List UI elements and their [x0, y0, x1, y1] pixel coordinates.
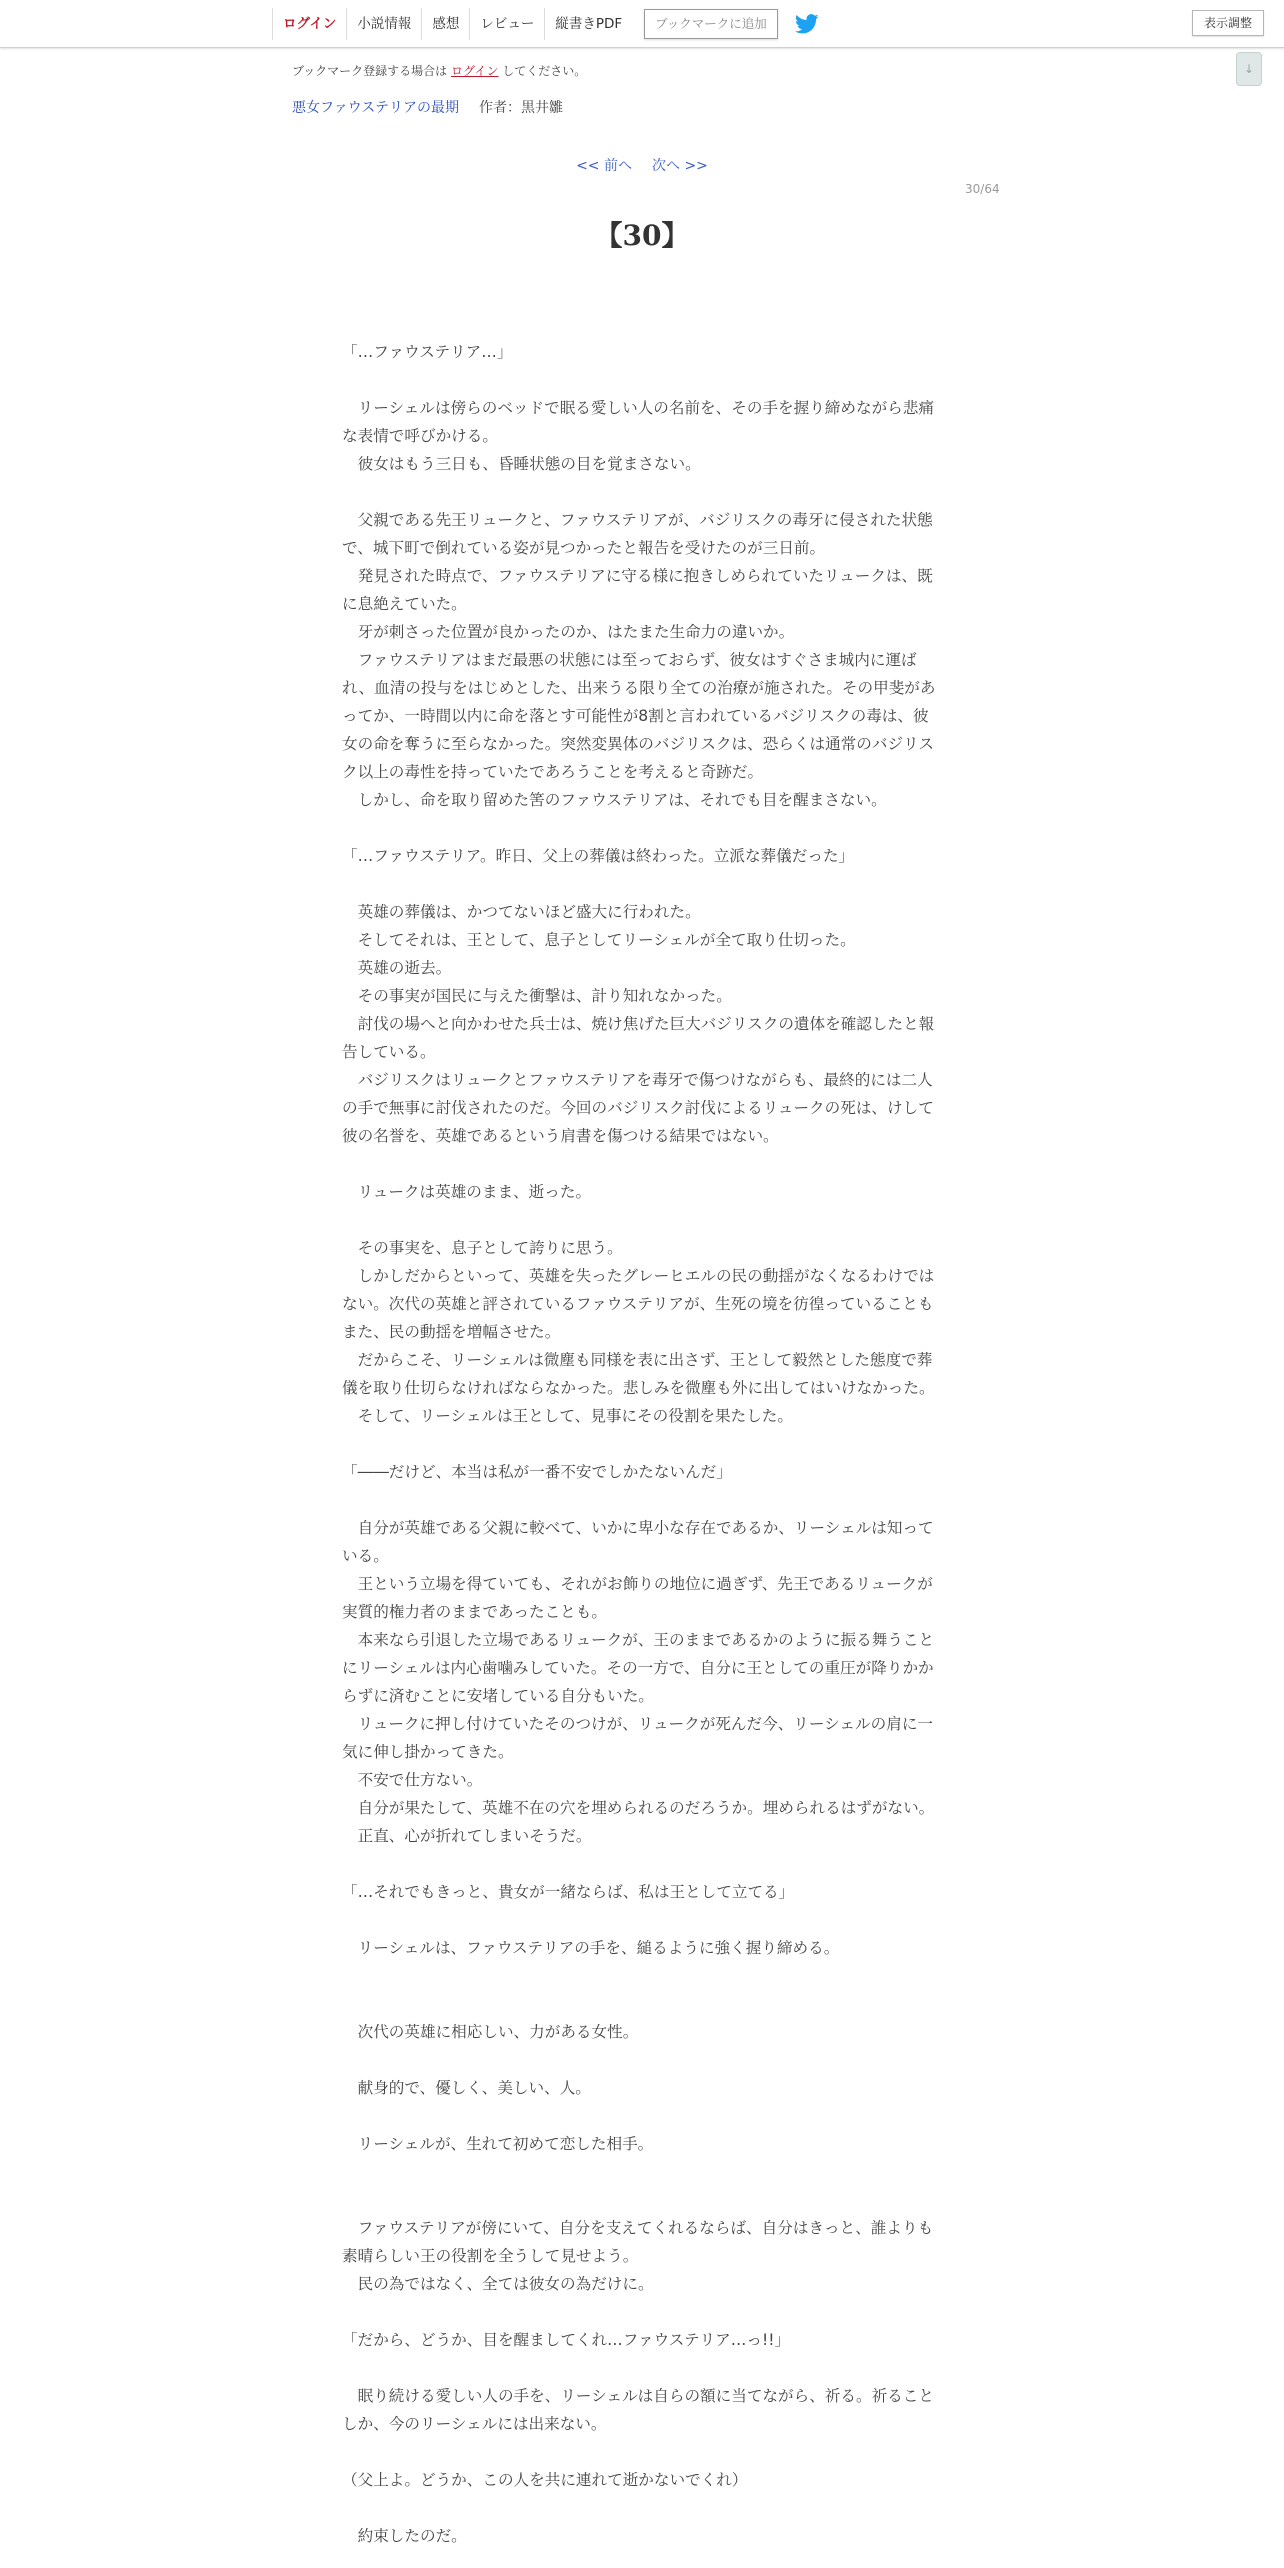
- body-paragraph: その事実が国民に与えた衝撃は、計り知れなかった。: [342, 987, 732, 1005]
- next-chapter-link[interactable]: 次へ >>: [652, 158, 708, 174]
- body-paragraph: 民の為ではなく、全ては彼女の為だけに。: [342, 2275, 654, 2293]
- body-paragraph: リュークは英雄のまま、逝った。: [342, 1183, 592, 1201]
- bookmark-notice: [292, 62, 586, 79]
- body-paragraph: 牙が刺さった位置が良かったのか、はたまた生命力の違いか。: [342, 623, 795, 641]
- body-paragraph: 献身的で、優しく、美しい、人。: [342, 2079, 591, 2097]
- notice-login-link[interactable]: ログイン: [451, 64, 499, 78]
- body-paragraph: リュークに押し付けていたそのつけが、リュークが死んだ今、リーシェルの肩に一気に伸し掛かってきた。: [342, 1715, 934, 1761]
- login-link[interactable]: ログイン: [272, 8, 346, 40]
- novel-header: [292, 97, 563, 117]
- body-paragraph: [342, 2494, 936, 2522]
- body-paragraph: [342, 2102, 936, 2130]
- body-paragraph: [342, 2298, 936, 2326]
- body-paragraph: [342, 1962, 936, 1990]
- vertical-pdf-link[interactable]: 縦書きPDF: [544, 8, 632, 40]
- novel-info-link[interactable]: 小説情報: [346, 8, 421, 40]
- body-paragraph: 英雄の葬儀は、かつてないほど盛大に行われた。: [342, 903, 701, 921]
- body-paragraph: 「――だけど、本当は私が一番不安でしかたないんだ」: [342, 1463, 732, 1481]
- body-paragraph: リーシェルは、ファウステリアの手を、縋るように強く握り締める。: [342, 1939, 840, 1957]
- body-paragraph: 次代の英雄に相応しい、力がある女性。: [342, 2023, 639, 2041]
- body-paragraph: ファウステリアが傍にいて、自分を支えてくれるならば、自分はきっと、誰よりも素晴らしい王の役割を全うして見せよう。: [342, 2219, 934, 2265]
- body-paragraph: 「…それでもきっと、貴女が一緒ならば、私は王として立てる」: [342, 1883, 795, 1901]
- body-paragraph: [342, 2046, 936, 2074]
- body-paragraph: （父上よ。どうか、この人を共に連れて逝かないでくれ）: [342, 2471, 748, 2489]
- body-paragraph: [342, 2354, 936, 2382]
- body-paragraph: リーシェルは傍らのベッドで眠る愛しい人の名前を、その手を握り締めながら悲痛な表情で呼びかける。: [342, 399, 934, 445]
- author-label: 作者：黒井雛: [479, 100, 564, 116]
- body-paragraph: 約束したのだ。: [342, 2527, 467, 2545]
- body-paragraph: 討伐の場へと向かわせた兵士は、焼け焦げた巨大バジリスクの遺体を確認したと報告している。: [342, 1015, 935, 1061]
- add-bookmark-button[interactable]: ブックマークに追加: [644, 9, 778, 39]
- body-paragraph: バジリスクはリュークとファウステリアを毒牙で傷つけながらも、最終的には二人の手で無事に討伐されたのだ。今回のバジリスク討伐によるリュークの死は、けして彼の名誉を、英雄であるという肩書を傷つける結果ではない。: [342, 1071, 934, 1145]
- bookmark-notice-suffix: してください。: [502, 64, 587, 78]
- body-paragraph: [342, 1430, 936, 1458]
- body-paragraph: そしてそれは、王として、息子としてリーシェルが全て取り仕切った。: [342, 931, 856, 949]
- body-paragraph: [342, 2438, 936, 2466]
- body-paragraph: [342, 1486, 936, 1514]
- body-paragraph: [342, 1206, 936, 1234]
- scroll-down-tab[interactable]: ↓: [1236, 52, 1262, 86]
- body-paragraph: [342, 366, 936, 394]
- chapter-count: 30/64: [965, 182, 1000, 196]
- twitter-icon[interactable]: [794, 13, 820, 35]
- body-paragraph: 王という立場を得ていても、それがお飾りの地位に過ぎず、先王であるリュークが実質的権力者のままであったことも。: [342, 1575, 933, 1621]
- body-paragraph: 「…ファウステリア…」: [342, 343, 513, 361]
- body-paragraph: 不安で仕方ない。: [342, 1771, 483, 1789]
- display-settings-button[interactable]: 表示調整: [1192, 10, 1264, 36]
- body-paragraph: 「…ファウステリア。昨日、父上の葬儀は終わった。立派な葬儀だった」: [342, 847, 855, 865]
- impressions-link[interactable]: 感想: [421, 8, 469, 40]
- chapter-pager: [0, 155, 1284, 175]
- body-paragraph: [342, 814, 936, 842]
- body-paragraph: 彼女はもう三日も、昏睡状態の目を覚まさない。: [342, 455, 701, 473]
- body-paragraph: [342, 870, 936, 898]
- prev-chapter-link[interactable]: << 前へ: [576, 158, 632, 174]
- global-nav: [272, 8, 820, 40]
- review-link[interactable]: レビュー: [469, 8, 544, 40]
- body-paragraph: 発見された時点で、ファウステリアに守る様に抱きしめられていたリュークは、既に息絶えていた。: [342, 567, 933, 613]
- twitter-bird-icon: [795, 14, 819, 34]
- body-paragraph: [342, 1906, 936, 1934]
- body-paragraph: 父親である先王リュークと、ファウステリアが、バジリスクの毒牙に侵された状態で、城下町で倒れている姿が見つかったと報告を受けたのが三日前。: [342, 511, 933, 557]
- body-paragraph: [342, 310, 936, 338]
- chapter-title: 【30】: [594, 219, 690, 252]
- body-paragraph: リーシェルが、生れて初めて恋した相手。: [342, 2135, 654, 2153]
- body-paragraph: そして、リーシェルは王として、見事にその役割を果たした。: [342, 1407, 793, 1425]
- body-paragraph: [342, 2158, 936, 2186]
- body-paragraph: しかし、命を取り留めた筈のファウステリアは、それでも目を醒まさない。: [342, 791, 887, 809]
- bookmark-notice-prefix: ブックマーク登録する場合は: [292, 64, 448, 78]
- body-paragraph: 英雄の逝去。: [342, 959, 452, 977]
- novel-body: [342, 310, 936, 2550]
- body-paragraph: [342, 1990, 936, 2018]
- body-paragraph: 「だから、どうか、目を醒ましてくれ…ファウステリア…っ!!」: [342, 2331, 791, 2349]
- body-paragraph: [342, 478, 936, 506]
- body-paragraph: 正直、心が折れてしまいそうだ。: [342, 1827, 592, 1845]
- body-paragraph: [342, 2186, 936, 2214]
- body-paragraph: 自分が英雄である父親に較べて、いかに卑小な存在であるか、リーシェルは知っている。: [342, 1519, 934, 1565]
- body-paragraph: 眠り続ける愛しい人の手を、リーシェルは自らの額に当てながら、祈る。祈ることしか、今のリーシェルには出来ない。: [342, 2387, 934, 2433]
- body-paragraph: だからこそ、リーシェルは微塵も同様を表に出さず、王として毅然とした態度で葬儀を取り仕切らなければならなかった。悲しみを微塵も外に出してはいけなかった。: [342, 1351, 935, 1397]
- body-paragraph: 本来なら引退した立場であるリュークが、王のままであるかのように振る舞うことにリーシェルは内心歯噛みしていた。その一方で、自分に王としての重圧が降りかからずに済むことに安堵している自分もいた。: [342, 1631, 935, 1705]
- novel-title-link[interactable]: 悪女ファウステリアの最期: [292, 100, 460, 116]
- body-paragraph: 自分が果たして、英雄不在の穴を埋められるのだろうか。埋められるはずがない。: [342, 1799, 935, 1817]
- body-paragraph: しかしだからといって、英雄を失ったグレーヒエルの民の動揺がなくなるわけではない。次代の英雄と評されているファウステリアが、生死の境を彷徨っていることもまた、民の動揺を増幅させた。: [342, 1267, 935, 1341]
- site-header: [0, 0, 1284, 48]
- body-paragraph: その事実を、息子として誇りに思う。: [342, 1239, 623, 1257]
- body-paragraph: ファウステリアはまだ最悪の状態には至っておらず、彼女はすぐさま城内に運ばれ、血清の投与をはじめとした、出来うる限り全ての治療が施された。その甲斐があってか、一時間以内に命を落とす可能性が8割と言われているバジリスクの毒は、彼女の命を奪うに至らなかった。突然変異体のバジリスクは、恐らくは通常のバジリスク以上の毒性を持っていたであろうことを考えると奇跡だ。: [342, 651, 936, 781]
- body-paragraph: [342, 1850, 936, 1878]
- body-paragraph: [342, 1150, 936, 1178]
